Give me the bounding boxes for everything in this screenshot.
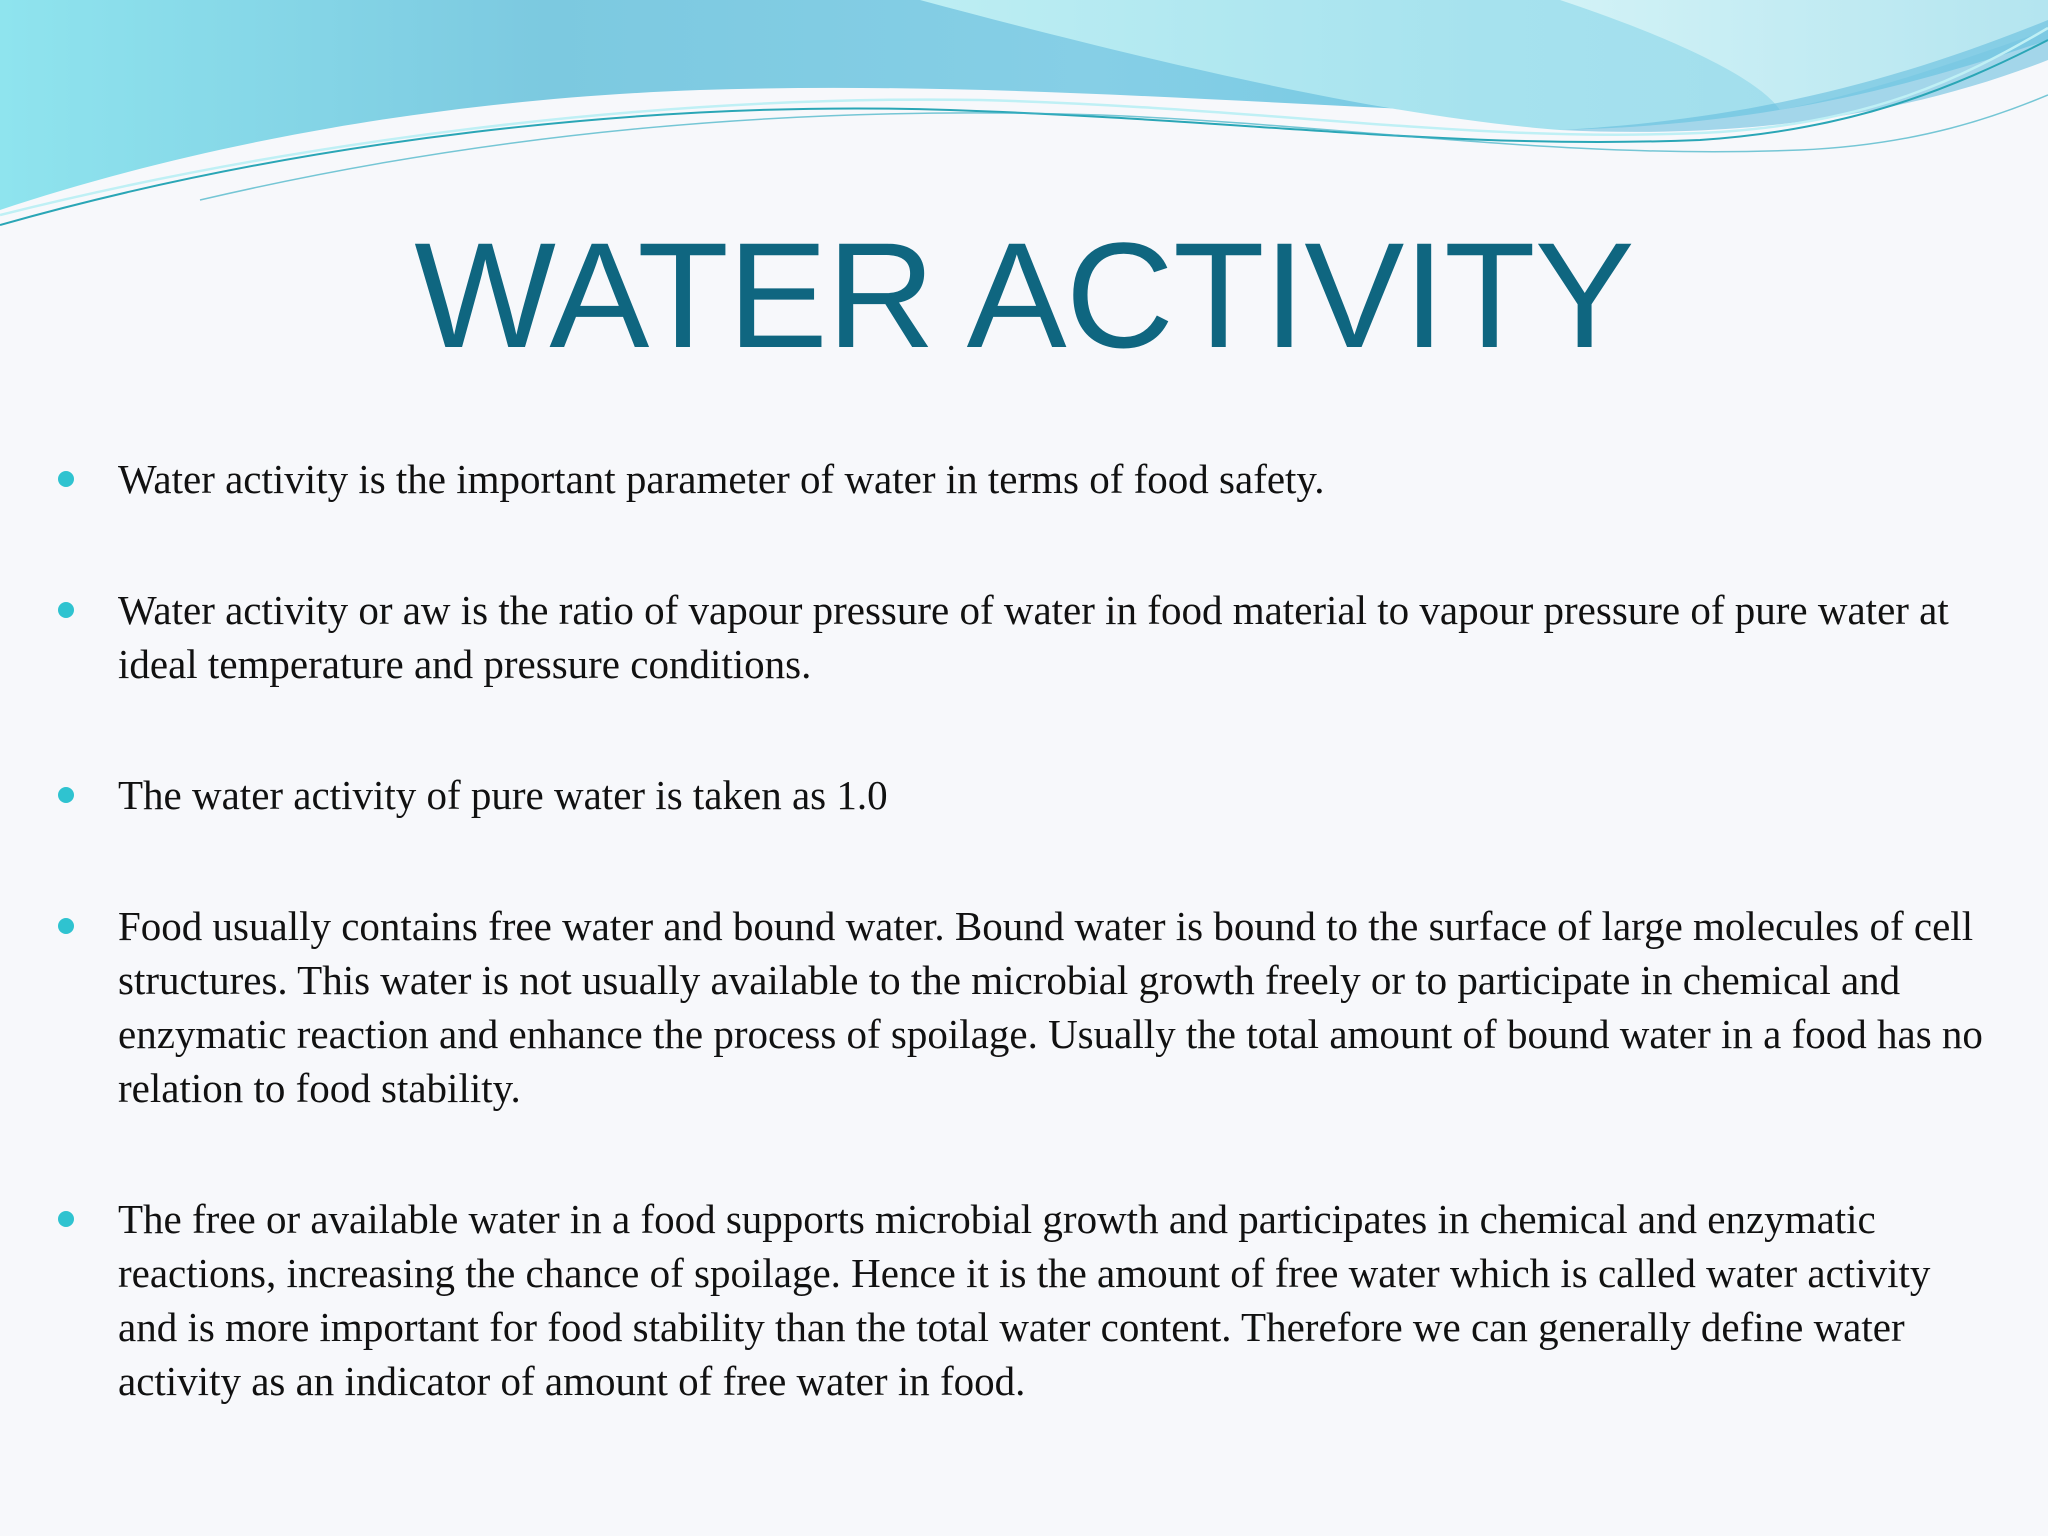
bullet-dot-icon <box>58 1211 74 1227</box>
bullet-text: Water activity or aw is the ratio of vapour pressure of water in food material to vapour pressure of pure water at ideal temperature and pressure conditions. <box>118 587 1949 687</box>
bullet-item <box>56 452 1996 506</box>
bullet-list <box>56 452 1996 1408</box>
bullet-item <box>56 768 1996 822</box>
slide-title: WATER ACTIVITY <box>414 211 1634 379</box>
bullet-dot-icon <box>58 602 74 618</box>
bullet-dot-icon <box>58 471 74 487</box>
bullet-text: Food usually contains free water and bound water. Bound water is bound to the surface of large molecules of cell structures. This water is not usually available to the microbial growth freely or to participate in chemical and enzymatic reaction and enhance the process of spoilage. Usually the total amount of bound water in a food has no relation to food stability. <box>118 903 1983 1111</box>
bullet-text: The water activity of pure water is taken as 1.0 <box>118 772 888 818</box>
bullet-text: The free or available water in a food supports microbial growth and participates in chemical and enzymatic reactions, increasing the chance of spoilage. Hence it is the amount of free water which is called water activity and is more important for food stability than the total water content. Therefore we can generally define water activity as an indicator of amount of free water in food. <box>118 1196 1931 1404</box>
bullet-item <box>56 1192 1996 1408</box>
bullet-text: Water activity is the important parameter of water in terms of food safety. <box>118 456 1325 502</box>
bullet-item <box>56 583 1996 691</box>
bullet-dot-icon <box>58 918 74 934</box>
wave-header-decoration <box>0 0 2048 240</box>
bullet-dot-icon <box>58 787 74 803</box>
bullet-item <box>56 899 1996 1115</box>
